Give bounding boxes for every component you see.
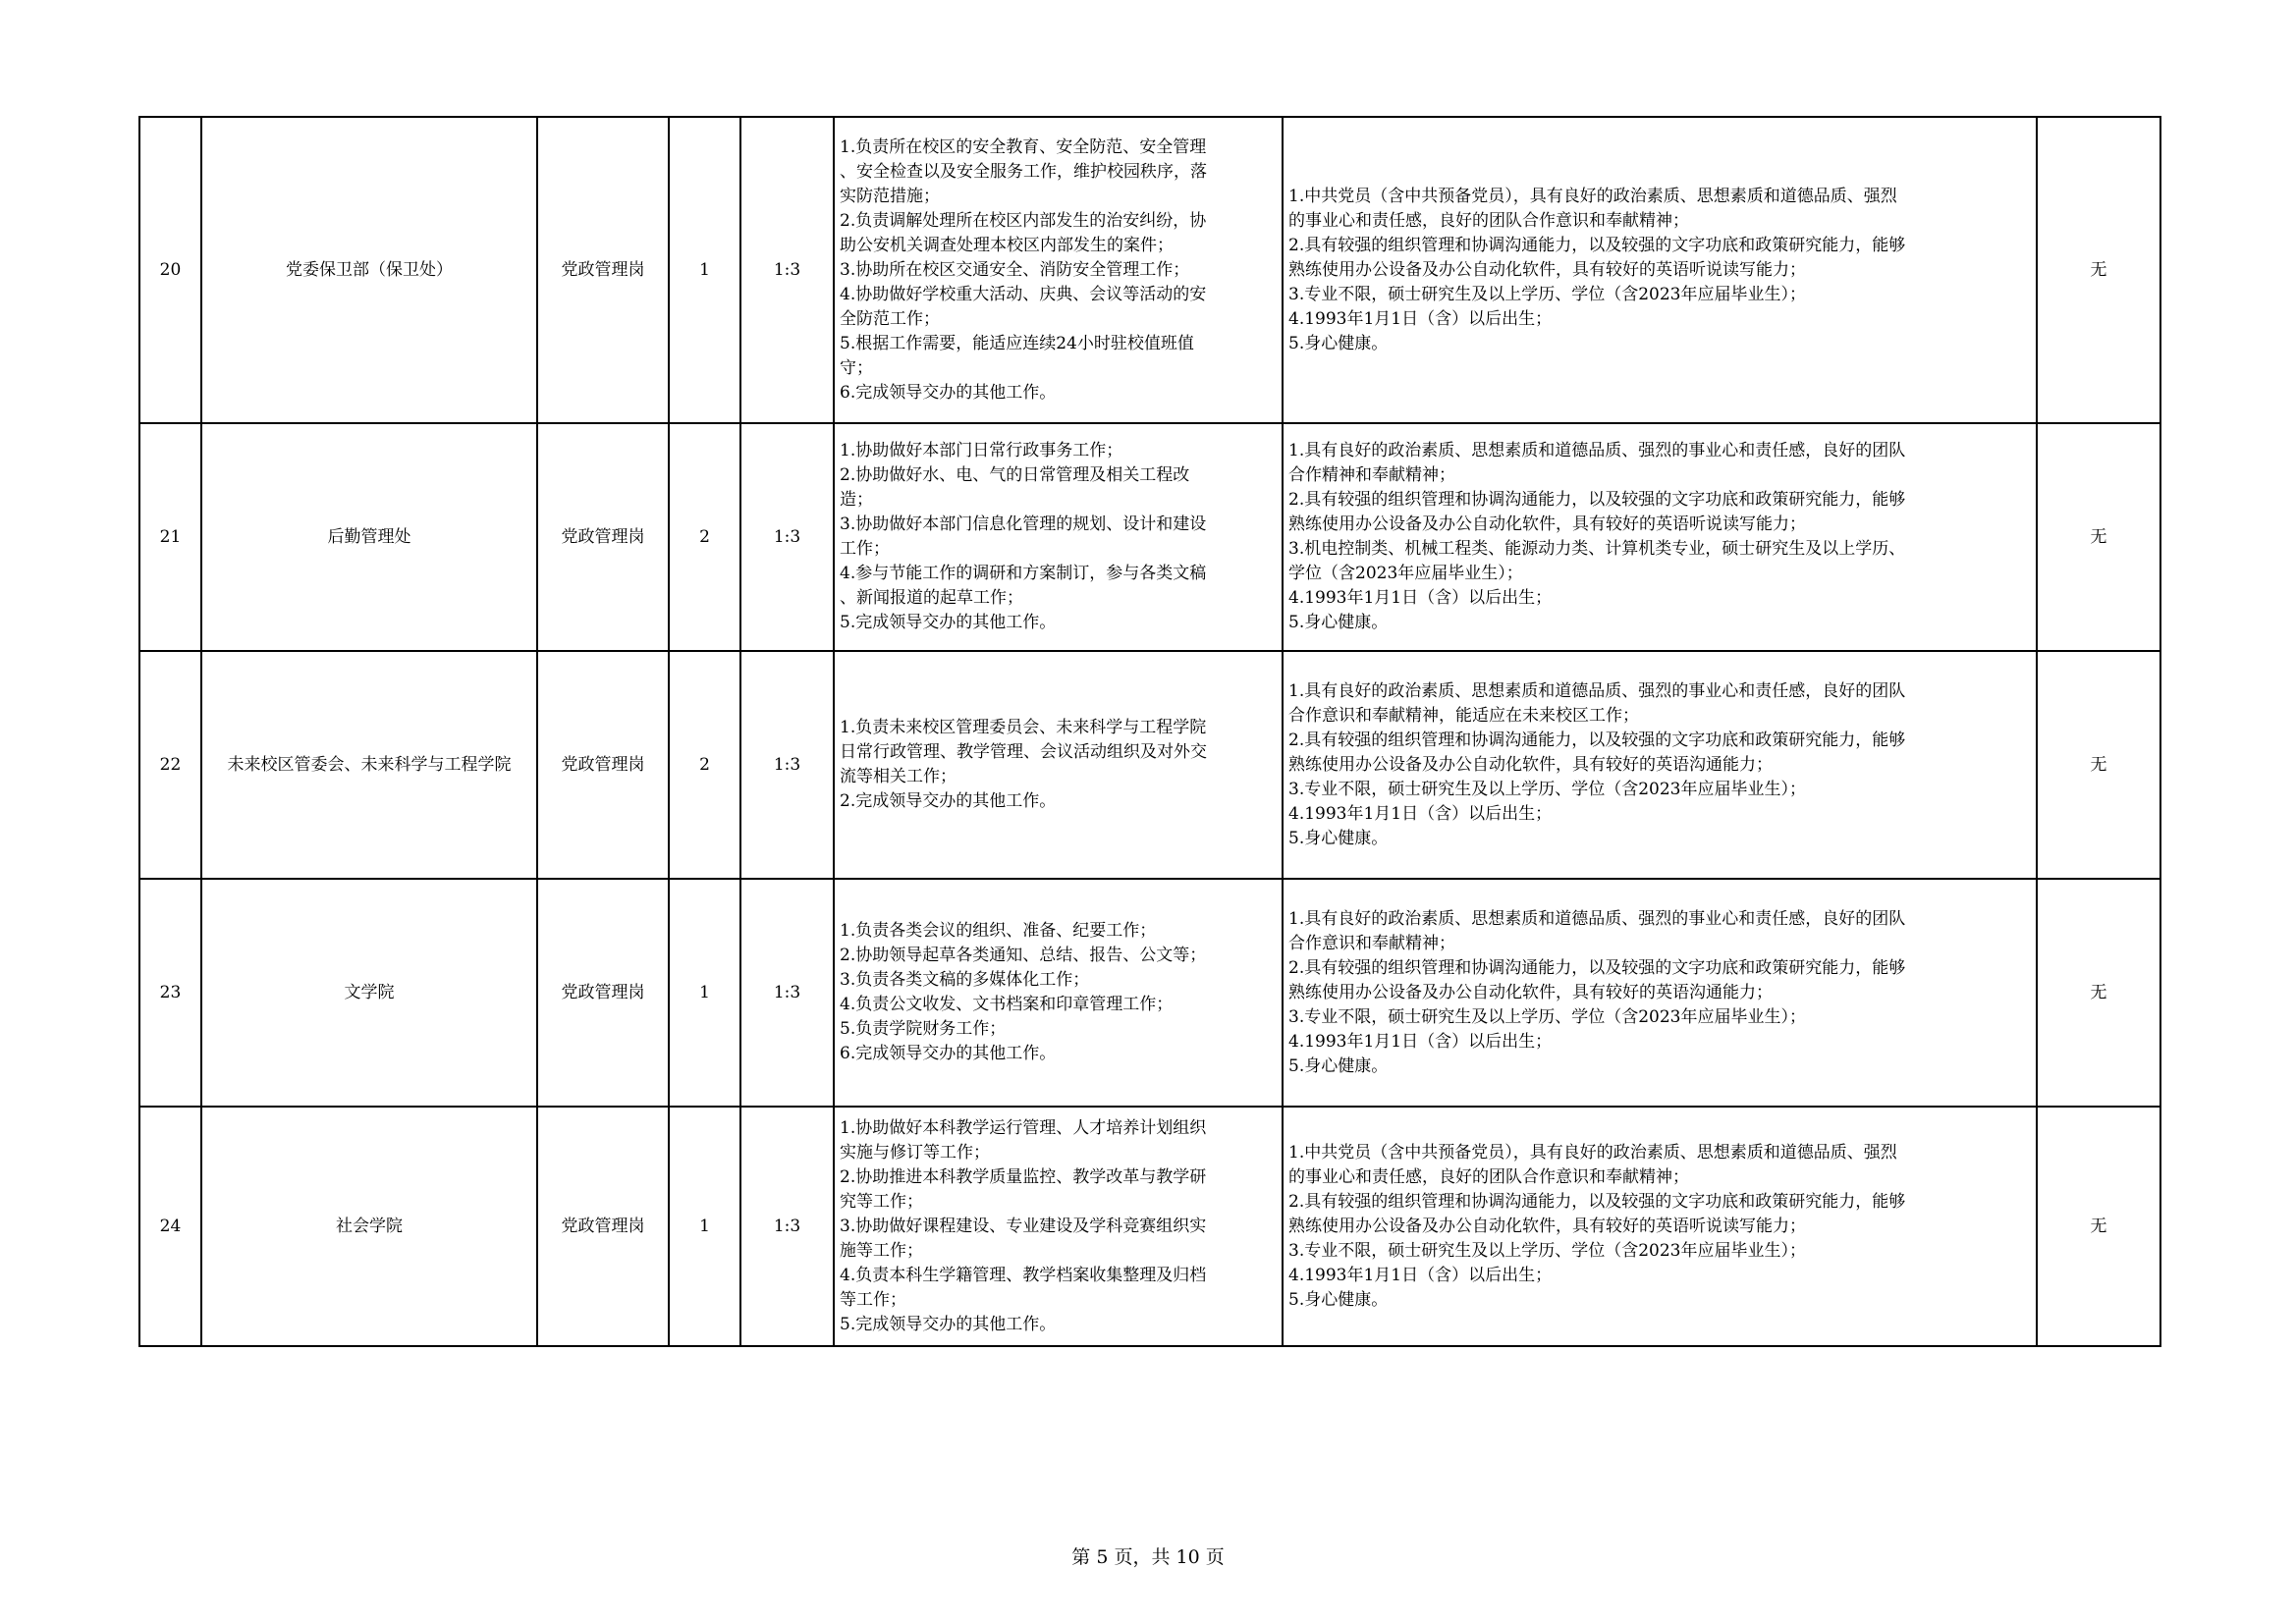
job-table <box>138 116 2161 1347</box>
page-number: 第 5 页，共 10 页 <box>1071 1546 1225 1568</box>
remark: 无 <box>2037 117 2160 423</box>
post-type: 党政管理岗 <box>537 1107 669 1346</box>
interview-ratio: 1:3 <box>740 651 834 879</box>
duties: 1.协助做好本科教学运行管理、人才培养计划组织 实施与修订等工作； 2.协助推进本科教学质量监控、教学改革与教学研 究等工作； 3.协助做好课程建设、专业建设及学科竞赛组织实 施等工作； 4.负责本科生学籍管理、教学档案收集整理及归档 等工作； 5.完成领导交办的其他工作。 <box>834 1107 1283 1346</box>
requirements: 1.中共党员（含中共预备党员），具有良好的政治素质、思想素质和道德品质、强烈 的事业心和责任感，良好的团队合作意识和奉献精神； 2.具有较强的组织管理和协调沟通能力，以及较强的文字功底和政策研究能力，能够 熟练使用办公设备及办公自动化软件，具有较好的英语听说读写能力； 3.专业不限，硕士研究生及以上学历、学位（含2023年应届毕业生）； 4.1993年1月1日（含）以后出生； 5.身心健康。 <box>1283 1107 2037 1346</box>
duties: 1.负责未来校区管理委员会、未来科学与工程学院 日常行政管理、教学管理、会议活动组织及对外交 流等相关工作； 2.完成领导交办的其他工作。 <box>834 651 1283 879</box>
department: 后勤管理处 <box>201 423 537 651</box>
row-number: 24 <box>139 1107 201 1346</box>
hiring-count: 1 <box>669 117 740 423</box>
post-type: 党政管理岗 <box>537 423 669 651</box>
interview-ratio: 1:3 <box>740 1107 834 1346</box>
hiring-count: 2 <box>669 423 740 651</box>
table-row <box>139 117 2160 423</box>
table-row <box>139 879 2160 1107</box>
duties: 1.负责所在校区的安全教育、安全防范、安全管理 、安全检查以及安全服务工作，维护校园秩序，落 实防范措施； 2.负责调解处理所在校区内部发生的治安纠纷，协 助公安机关调查处理本校区内部发生的案件； 3.协助所在校区交通安全、消防安全管理工作； 4.协助做好学校重大活动、庆典、会议等活动的安 全防范工作； 5.根据工作需要，能适应连续24小时驻校值班值 守； 6.完成领导交办的其他工作。 <box>834 117 1283 423</box>
interview-ratio: 1:3 <box>740 117 834 423</box>
hiring-count: 2 <box>669 651 740 879</box>
row-number: 21 <box>139 423 201 651</box>
row-number: 22 <box>139 651 201 879</box>
department: 社会学院 <box>201 1107 537 1346</box>
hiring-count: 1 <box>669 1107 740 1346</box>
remark: 无 <box>2037 423 2160 651</box>
interview-ratio: 1:3 <box>740 423 834 651</box>
department: 党委保卫部（保卫处） <box>201 117 537 423</box>
requirements: 1.具有良好的政治素质、思想素质和道德品质、强烈的事业心和责任感，良好的团队 合作精神和奉献精神； 2.具有较强的组织管理和协调沟通能力，以及较强的文字功底和政策研究能力，能够 熟练使用办公设备及办公自动化软件，具有较好的英语听说读写能力； 3.机电控制类、机械工程类、能源动力类、计算机类专业，硕士研究生及以上学历、 学位（含2023年应届毕业生）； 4.1993年1月1日（含）以后出生； 5.身心健康。 <box>1283 423 2037 651</box>
post-type: 党政管理岗 <box>537 117 669 423</box>
remark: 无 <box>2037 1107 2160 1346</box>
department: 未来校区管委会、未来科学与工程学院 <box>201 651 537 879</box>
duties: 1.负责各类会议的组织、准备、纪要工作； 2.协助领导起草各类通知、总结、报告、公文等； 3.负责各类文稿的多媒体化工作； 4.负责公文收发、文书档案和印章管理工作； 5.负责学院财务工作； 6.完成领导交办的其他工作。 <box>834 879 1283 1107</box>
requirements: 1.具有良好的政治素质、思想素质和道德品质、强烈的事业心和责任感，良好的团队 合作意识和奉献精神，能适应在未来校区工作； 2.具有较强的组织管理和协调沟通能力，以及较强的文字功底和政策研究能力，能够 熟练使用办公设备及办公自动化软件，具有较好的英语沟通能力； 3.专业不限，硕士研究生及以上学历、学位（含2023年应届毕业生）； 4.1993年1月1日（含）以后出生； 5.身心健康。 <box>1283 651 2037 879</box>
requirements: 1.具有良好的政治素质、思想素质和道德品质、强烈的事业心和责任感，良好的团队 合作意识和奉献精神； 2.具有较强的组织管理和协调沟通能力，以及较强的文字功底和政策研究能力，能够 熟练使用办公设备及办公自动化软件，具有较好的英语沟通能力； 3.专业不限，硕士研究生及以上学历、学位（含2023年应届毕业生）； 4.1993年1月1日（含）以后出生； 5.身心健康。 <box>1283 879 2037 1107</box>
hiring-count: 1 <box>669 879 740 1107</box>
row-number: 20 <box>139 117 201 423</box>
table-row <box>139 1107 2160 1346</box>
post-type: 党政管理岗 <box>537 651 669 879</box>
remark: 无 <box>2037 651 2160 879</box>
table-row <box>139 423 2160 651</box>
duties: 1.协助做好本部门日常行政事务工作； 2.协助做好水、电、气的日常管理及相关工程改 造； 3.协助做好本部门信息化管理的规划、设计和建设 工作； 4.参与节能工作的调研和方案制订，参与各类文稿 、新闻报道的起草工作； 5.完成领导交办的其他工作。 <box>834 423 1283 651</box>
requirements: 1.中共党员（含中共预备党员），具有良好的政治素质、思想素质和道德品质、强烈 的事业心和责任感，良好的团队合作意识和奉献精神； 2.具有较强的组织管理和协调沟通能力，以及较强的文字功底和政策研究能力，能够 熟练使用办公设备及办公自动化软件，具有较好的英语听说读写能力； 3.专业不限，硕士研究生及以上学历、学位（含2023年应届毕业生）； 4.1993年1月1日（含）以后出生； 5.身心健康。 <box>1283 117 2037 423</box>
table-row <box>139 651 2160 879</box>
interview-ratio: 1:3 <box>740 879 834 1107</box>
row-number: 23 <box>139 879 201 1107</box>
department: 文学院 <box>201 879 537 1107</box>
post-type: 党政管理岗 <box>537 879 669 1107</box>
remark: 无 <box>2037 879 2160 1107</box>
